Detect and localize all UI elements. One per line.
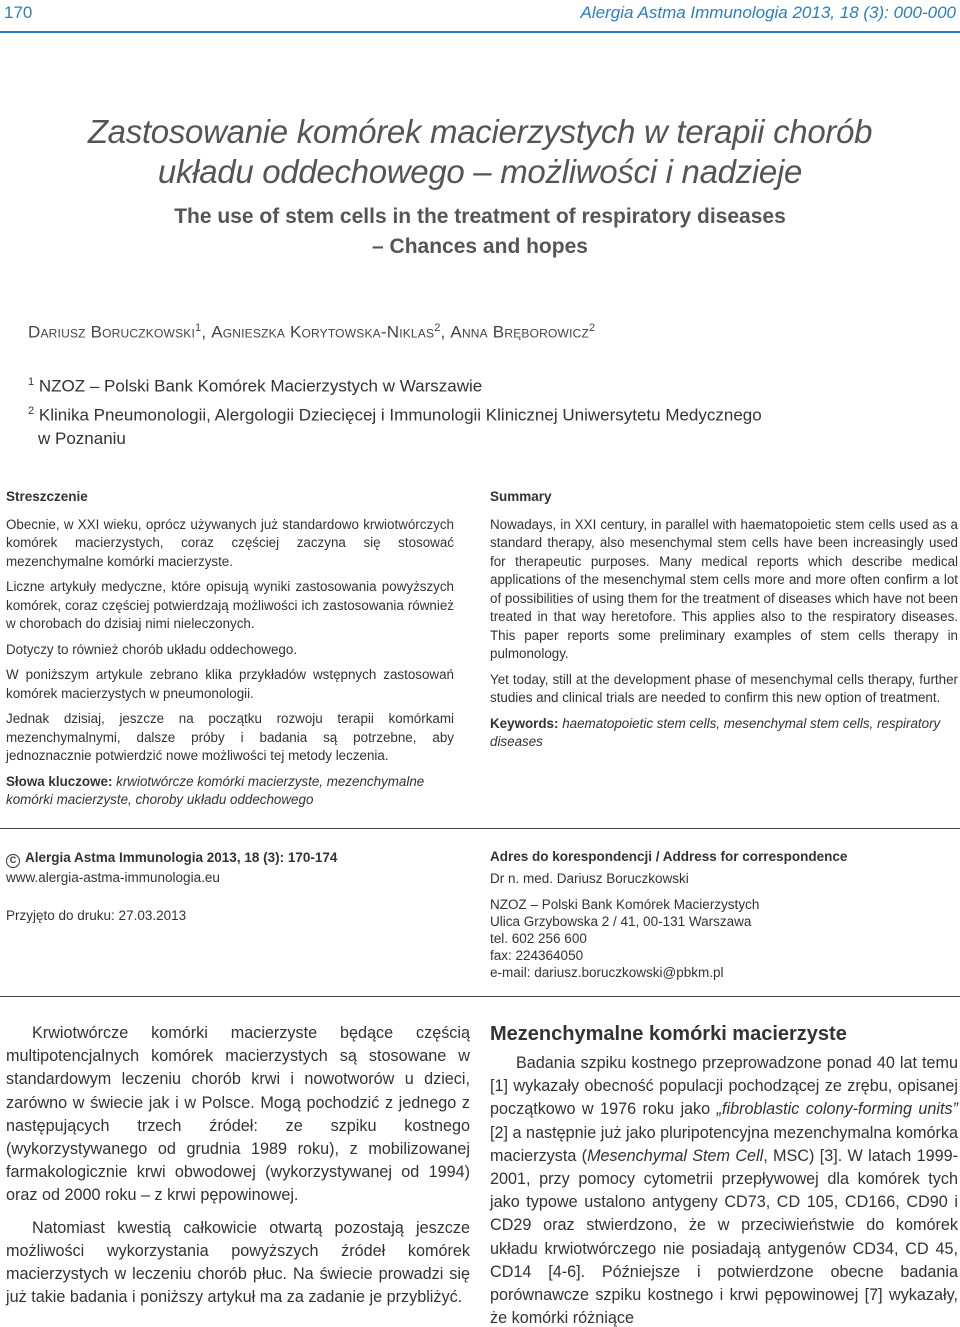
abstract-english (490, 488, 958, 759)
abstract-heading: Summary (490, 489, 552, 504)
keywords-label: Keywords: (490, 715, 559, 731)
author-affiliation-mark: 1 (195, 322, 202, 334)
accepted-date: Przyjęto do druku: 27.03.2013 (6, 908, 187, 923)
affiliation-mark: 2 (28, 404, 35, 417)
text-run: Badania szpiku kostnego przeprowadzone ponad 40 lat temu [1] wykazały obecność populacji pochodzącej ze zrębu, opisanej początkowo w 1976 roku jako (490, 1054, 958, 1119)
correspondence-block (490, 848, 950, 981)
abstract-paragraph: Nowadays, in XXI century, in parallel with haematopoietic stem cells used as a standard therapy, also mesenchymal stem cells have been increasingly used for therapeutic purposes. Many medical reports which describe medical applications of the mesenchymal stem cells more and more often confirm a lot of possibilities of using them for the treatment of diseases which have not been treated in that way heretofore. This applies also to the respiratory diseases. This paper reports some preliminary examples of stem cells therapy in pulmonology. (490, 516, 958, 661)
body-paragraph (490, 1052, 958, 1327)
section-heading: Mezenchymalne komórki macierzyste (490, 1023, 847, 1045)
body-column-left (6, 1022, 470, 1318)
affiliation-text: Klinika Pneumonologii, Alergologii Dziecięcej i Immunologii Klinicznej Uniwersytetu Medycznego (38, 405, 762, 425)
title-polish (0, 112, 960, 192)
affiliation-2 (28, 399, 928, 428)
body-paragraph: Krwiotwórcze komórki macierzyste będące częścią multipotencjalnych komórek macierzystych są stosowane w standardowym leczeniu chorób krwi i nowotworów u dzieci, zarówno w świecie jak i w Polsce. Mogą pochodzić z jednego z następujących trzech źródeł: ze szpiku kostnego (wykorzystywanego od grudnia 1989 roku), z mobilizowanej farmakologicznie krwi obwodowej (wykorzystywanej od 1994) oraz od 2000 roku – z krwi pępowinowej. (6, 1024, 470, 1205)
title-polish-line-2: układu oddechowego – możliwości i nadzieje (157, 153, 803, 190)
affiliation-mark: 1 (28, 376, 35, 388)
title-english (0, 202, 960, 262)
abstract-paragraph: Jednak dzisiaj, jeszcze na początku rozwoju terapii komórkami mezenchymalnymi, dalsze próby i badania są potrzebne, aby jednoznacznie potwierdzić nowe możliwości tej metody leczenia. (6, 711, 454, 763)
title-english-line-2: – Chances and hopes (372, 235, 588, 258)
body-paragraph: Natomiast kwestią całkowicie otwartą pozostają jeszcze możliwości wykorzystania powyższych źródeł komórek macierzystych w leczeniu chorób płuc. Na świecie prowadzi się już takie badania i poniższy artykuł ma za zadanie je przybliżyć. (6, 1218, 470, 1307)
keywords-label: Słowa kluczowe: (6, 773, 113, 789)
header-rule (0, 31, 960, 33)
abstract-polish (6, 488, 454, 817)
correspondence-org: NZOZ – Polski Bank Komórek Macierzystych (490, 897, 760, 912)
correspondence-address: Ulica Grzybowska 2 / 41, 00-131 Warszawa (490, 914, 752, 929)
author-name: Dariusz Boruczkowski (28, 322, 196, 342)
author-list: Dariusz Boruczkowski$^1$, Agnieszka Korytowska-Niklas$^2$, Anna Bręborowicz$^2$ (28, 322, 596, 342)
affiliation-1 (28, 370, 928, 399)
abstract-paragraph: Liczne artykuły medyczne, które opisują wyniki zastosowania powyższych komórek, coraz częściej potwierdzają możliwości ich zastosowania również w chorobach do dzisiaj nimi nieleczonych. (6, 579, 454, 631)
body-column-right (490, 1022, 958, 1327)
correspondence-tel: tel. 602 256 600 (490, 931, 587, 946)
title-block (0, 112, 960, 262)
citation-block (6, 848, 446, 925)
text-run: [2] a następnie już jako pluripotencyjna mezenchymalna komórka macierzysta ( (490, 1123, 958, 1165)
abstract-heading: Streszczenie (6, 489, 88, 504)
abstract-paragraph: W poniższym artykule zebrano klika przykładów wstępnych zastosowań komórek macierzystych w pneumonologii. (6, 667, 454, 701)
correspondence-title: Adres do korespondencji / Address for correspondence (490, 849, 848, 864)
correspondence-email[interactable]: e-mail: dariusz.boruczkowski@pbkm.pl (490, 965, 724, 980)
author-affiliation-mark: 2 (589, 322, 596, 334)
running-header (0, 0, 960, 26)
keywords (490, 715, 958, 752)
abstract-paragraph: Dotyczy to również chorób układu oddechowego. (6, 641, 298, 657)
affiliations (28, 370, 928, 451)
keywords (6, 773, 454, 810)
keywords-text: krwiotwórcze komórki macierzyste, mezenchymalne komórki macierzyste, choroby układu oddechowego (6, 773, 425, 807)
abstract-paragraph: Yet today, still at the development phase of mesenchymal cells therapy, further studies and clinical trials are needed to confirm this new option of treatment. (490, 671, 958, 705)
page-number: 170 (4, 3, 33, 22)
abstract-paragraph: Obecnie, w XXI wieku, oprócz używanych już standardowo krwiotwórczych komórek macierzystych, coraz częściej zaczyna się stosować mezenchymalne komórki macierzyste. (6, 516, 454, 569)
correspondence-fax: fax: 224364050 (490, 948, 584, 963)
text-run: , MSC) [3]. W latach 1999-2001, przy pomocy cytometrii przepływowej dla komórek tych jako typowe ustalono antygeny CD73, CD 105, CD166, CD90 i CD29 oraz stwierdzono, że w przeciwieństwie do komórek układu krwiotwórczego nie posiadają antygenów CD34, CD 45, CD14 [4-6]. Późniejsze i potwierdzone obecne badania porównawcze szpiku kostnego i krwi pępowinowej [7] wykazały, że komórki różniące (490, 1146, 958, 1327)
keywords-text: haematopoietic stem cells, mesenchymal stem cells, respiratory diseases (490, 715, 941, 749)
correspondence-name: Dr n. med. Dariusz Boruczkowski (490, 871, 689, 886)
title-polish-line-1: Zastosowanie komórek macierzystych w terapii chorób (87, 113, 873, 150)
affiliation-text: NZOZ – Polski Bank Komórek Macierzystych w Warszawie (38, 376, 483, 396)
affiliation-2-continued: w Poznaniu (38, 429, 126, 449)
journal-url[interactable]: www.alergia-astma-immunologia.eu (6, 870, 220, 885)
citation (6, 848, 446, 868)
divider (0, 996, 960, 997)
title-english-line-1: The use of stem cells in the treatment of respiratory diseases (174, 205, 786, 228)
citation-text: Alergia Astma Immunologia 2013, 18 (3): 170-174 (25, 850, 338, 865)
journal-name: Alergia Astma Immunologia 2013, 18 (3): 000-000 (580, 3, 956, 22)
author-affiliation-mark: 2 (434, 322, 441, 334)
emphasis: „fibroblastic colony-forming units” (716, 1100, 958, 1119)
author-name: Agnieszka Korytowska-Niklas (211, 322, 435, 342)
copyright-icon: C (6, 854, 20, 868)
author-name: Anna Bręborowicz (450, 322, 590, 342)
emphasis: Mesenchymal Stem Cell (587, 1146, 764, 1165)
divider (0, 828, 960, 829)
